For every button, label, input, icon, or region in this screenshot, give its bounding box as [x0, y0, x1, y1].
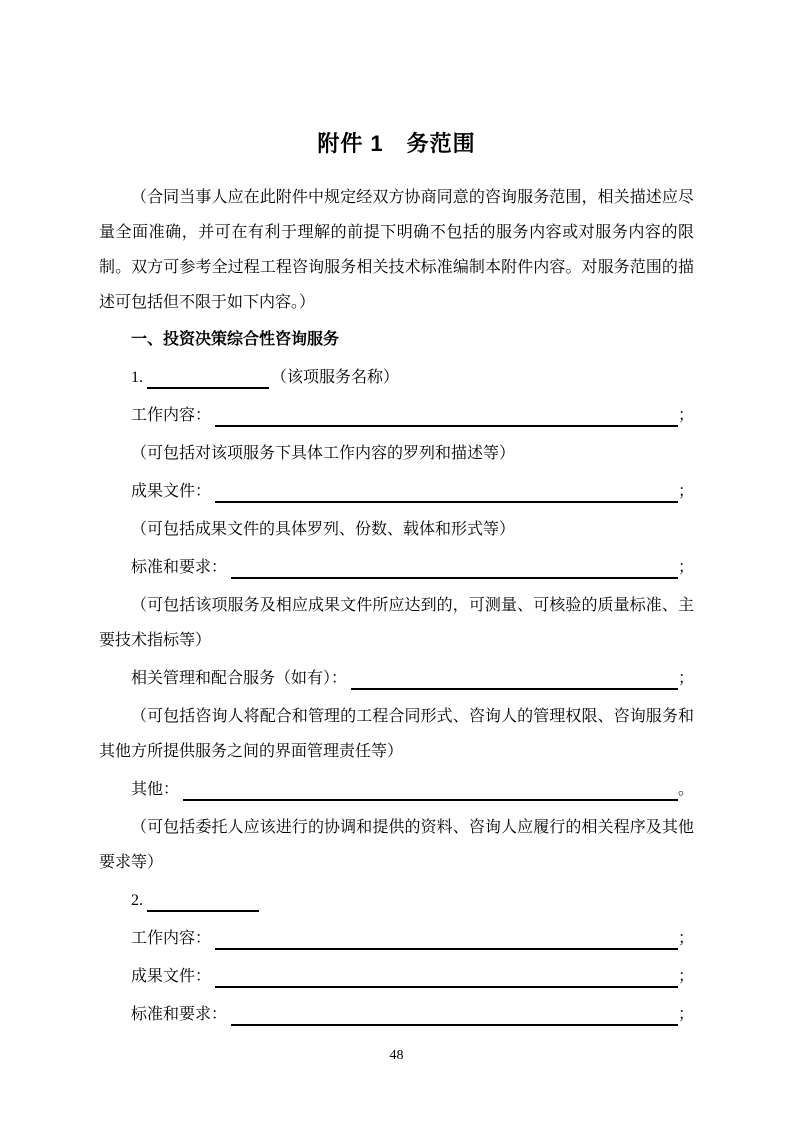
field-standards-2: [99, 997, 694, 1032]
fill-in-blank: [351, 688, 678, 690]
field-work-content: [99, 398, 694, 433]
intro-paragraph: （合同当事人应在此附件中规定经双方协商同意的咨询服务范围，相关描述应尽量全面准确，并可在有利于理解的前提下明确不包括的服务内容或对服务内容的限制。双方可参考全过程工程咨询服务相关技术标准编制本附件内容。对服务范围的描述可包括但不限于如下内容。）: [99, 189, 694, 311]
field-hint: （可包括该项服务及相应成果文件所应达到的，可测量、可核验的质量标准、主要技术指标等）: [99, 597, 694, 649]
fill-in-blank: [215, 425, 678, 427]
field-end-punctuation: ；: [677, 670, 694, 687]
field-label: 工作内容：: [131, 407, 212, 424]
field-end-punctuation: ；: [677, 930, 694, 947]
item-1-number: 1.: [131, 369, 143, 386]
field-related-management: [99, 661, 694, 696]
field-hint: （可包括对该项服务下具体工作内容的罗列和描述等）: [131, 445, 516, 462]
fill-in-blank: [231, 1024, 678, 1026]
field-end-punctuation: ；: [677, 559, 694, 576]
item-1-name-blank: [147, 387, 269, 389]
field-label: 成果文件：: [131, 968, 212, 985]
section-heading: 一、投资决策综合性咨询服务: [131, 331, 340, 348]
field-hint: （可包括咨询人将配合和管理的工程合同形式、咨询人的管理权限、咨询服务和其他方所提供服务之间的界面管理责任等）: [99, 708, 694, 760]
field-work-content-2: [99, 921, 694, 956]
field-standards: [99, 550, 694, 585]
field-label: 工作内容：: [131, 930, 212, 947]
field-end-punctuation: ；: [677, 968, 694, 985]
field-hint: （可包括成果文件的具体罗列、份数、载体和形式等）: [131, 521, 516, 538]
item-2-number: 2.: [131, 892, 143, 909]
field-other: [99, 772, 694, 807]
page-number: 48: [389, 1048, 404, 1063]
item-1-name-note: （该项服务名称）: [271, 369, 400, 386]
field-deliverables-2: [99, 959, 694, 994]
field-label: 相关管理和配合服务（如有）：: [131, 670, 348, 687]
field-label: 标准和要求：: [131, 559, 228, 576]
field-label: 标准和要求：: [131, 1006, 228, 1023]
field-label: 成果文件：: [131, 483, 212, 500]
field-end-punctuation: ；: [677, 483, 694, 500]
fill-in-blank: [215, 501, 678, 503]
fill-in-blank: [231, 577, 678, 579]
fill-in-blank: [215, 986, 678, 988]
field-end-punctuation: 。: [677, 781, 694, 798]
item-1-number-row: [99, 360, 694, 395]
fill-in-blank: [183, 799, 678, 801]
item-2-number-row: [99, 883, 694, 918]
fill-in-blank: [215, 948, 678, 950]
document-title: 附件 1 务范围: [317, 131, 476, 156]
item-2-name-blank: [147, 910, 259, 912]
field-label: 其他：: [131, 781, 180, 798]
field-hint: （可包括委托人应该进行的协调和提供的资料、咨询人应履行的相关程序及其他要求等）: [99, 819, 694, 871]
field-deliverables: [99, 474, 694, 509]
field-end-punctuation: ；: [677, 407, 694, 424]
field-end-punctuation: ；: [677, 1006, 694, 1023]
